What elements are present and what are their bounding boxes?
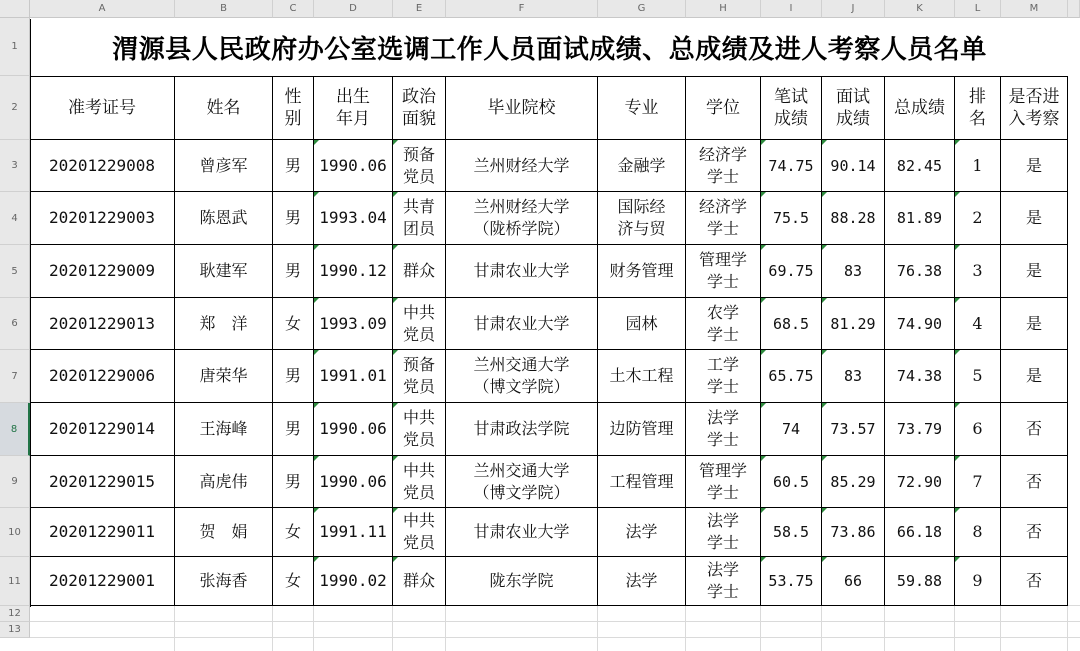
cell-degree[interactable]: 工学 学士 — [686, 350, 761, 403]
cell-exam-no[interactable]: 20201229008 — [30, 140, 175, 192]
cell-school[interactable]: 陇东学院 — [446, 557, 598, 606]
cell-degree[interactable]: 经济学 学士 — [686, 192, 761, 245]
cell-birth[interactable]: 1990.06 — [314, 140, 393, 192]
cell-inspect[interactable]: 否 — [1001, 456, 1068, 508]
cell-name[interactable]: 王海峰 — [175, 403, 273, 456]
row-header-13[interactable]: 13 — [0, 622, 30, 638]
gridline — [272, 606, 273, 651]
gridline — [954, 606, 955, 651]
cell-degree[interactable]: 经济学 学士 — [686, 140, 761, 192]
row-header-3[interactable]: 3 — [0, 140, 30, 192]
gridline — [313, 606, 314, 651]
cell-interview[interactable]: 66 — [822, 557, 885, 606]
cell-major[interactable]: 土木工程 — [598, 350, 686, 403]
cell-interview[interactable]: 73.86 — [822, 508, 885, 557]
cell-major[interactable]: 法学 — [598, 508, 686, 557]
header-major[interactable]: 专业 — [598, 76, 686, 140]
cell-name[interactable]: 郑 洋 — [175, 298, 273, 350]
gridline — [884, 606, 885, 651]
cell-inspect[interactable]: 是 — [1001, 298, 1068, 350]
cell-exam-no[interactable]: 20201229003 — [30, 192, 175, 245]
cell-name[interactable]: 唐荣华 — [175, 350, 273, 403]
cell-school[interactable]: 兰州交通大学 （博文学院） — [446, 350, 598, 403]
cell-exam-no[interactable]: 20201229006 — [30, 350, 175, 403]
cell-gender[interactable]: 女 — [273, 557, 314, 606]
cell-interview[interactable]: 83 — [822, 245, 885, 298]
cell-major[interactable]: 财务管理 — [598, 245, 686, 298]
cell-gender[interactable]: 女 — [273, 298, 314, 350]
cell-political[interactable]: 中共 党员 — [393, 403, 446, 456]
cell-rank[interactable]: 5 — [955, 350, 1001, 403]
cell-total[interactable]: 72.90 — [885, 456, 955, 508]
cell-written[interactable]: 60.5 — [761, 456, 822, 508]
cell-gender[interactable]: 男 — [273, 140, 314, 192]
cell-birth[interactable]: 1993.09 — [314, 298, 393, 350]
cell-inspect[interactable]: 是 — [1001, 140, 1068, 192]
header-school[interactable]: 毕业院校 — [446, 76, 598, 140]
gridline — [1067, 606, 1068, 651]
cell-school[interactable]: 甘肃农业大学 — [446, 508, 598, 557]
cell-written[interactable]: 65.75 — [761, 350, 822, 403]
cell-political[interactable]: 群众 — [393, 557, 446, 606]
cell-gender[interactable]: 男 — [273, 192, 314, 245]
gridline — [30, 621, 1080, 622]
cell-total[interactable]: 73.79 — [885, 403, 955, 456]
column-header-I[interactable]: I — [761, 0, 822, 18]
column-header-F[interactable]: F — [446, 0, 598, 18]
cell-degree[interactable]: 管理学 学士 — [686, 456, 761, 508]
gridline — [685, 606, 686, 651]
column-header-M[interactable]: M — [1001, 0, 1068, 18]
row-header-12[interactable]: 12 — [0, 606, 30, 622]
cell-degree[interactable]: 管理学 学士 — [686, 245, 761, 298]
header-written[interactable]: 笔试 成绩 — [761, 76, 822, 140]
cell-school[interactable]: 兰州财经大学 （陇桥学院） — [446, 192, 598, 245]
cell-written[interactable]: 69.75 — [761, 245, 822, 298]
cell-inspect[interactable]: 是 — [1001, 192, 1068, 245]
cell-school[interactable]: 兰州财经大学 — [446, 140, 598, 192]
cell-degree[interactable]: 法学 学士 — [686, 403, 761, 456]
column-header-B[interactable]: B — [175, 0, 273, 18]
cell-birth[interactable]: 1991.01 — [314, 350, 393, 403]
cell-total[interactable]: 81.89 — [885, 192, 955, 245]
header-interview[interactable]: 面试 成绩 — [822, 76, 885, 140]
cell-exam-no[interactable]: 20201229013 — [30, 298, 175, 350]
cell-total[interactable]: 66.18 — [885, 508, 955, 557]
row-header-9[interactable]: 9 — [0, 456, 30, 508]
cell-rank[interactable]: 4 — [955, 298, 1001, 350]
gridline — [597, 606, 598, 651]
column-header-C[interactable]: C — [273, 0, 314, 18]
cell-total[interactable]: 76.38 — [885, 245, 955, 298]
cell-name[interactable]: 张海香 — [175, 557, 273, 606]
cell-rank[interactable]: 2 — [955, 192, 1001, 245]
cell-school[interactable]: 甘肃农业大学 — [446, 298, 598, 350]
cell-written[interactable]: 74.75 — [761, 140, 822, 192]
cell-birth[interactable]: 1990.06 — [314, 403, 393, 456]
cell-rank[interactable]: 8 — [955, 508, 1001, 557]
cell-major[interactable]: 园林 — [598, 298, 686, 350]
header-exam-no[interactable]: 准考证号 — [30, 76, 175, 140]
column-header-H[interactable]: H — [686, 0, 761, 18]
cell-exam-no[interactable]: 20201229014 — [30, 403, 175, 456]
gridline — [174, 606, 175, 651]
cell-rank[interactable]: 6 — [955, 403, 1001, 456]
cell-interview[interactable]: 81.29 — [822, 298, 885, 350]
cell-degree[interactable]: 农学 学士 — [686, 298, 761, 350]
gridline — [760, 606, 761, 651]
cell-name[interactable]: 高虎伟 — [175, 456, 273, 508]
gridline — [30, 637, 1080, 638]
cell-political[interactable]: 共青 团员 — [393, 192, 446, 245]
header-total[interactable]: 总成绩 — [885, 76, 955, 140]
column-header-K[interactable]: K — [885, 0, 955, 18]
row-header-2[interactable]: 2 — [0, 76, 30, 140]
cell-written[interactable]: 58.5 — [761, 508, 822, 557]
header-inspect[interactable]: 是否进 入考察 — [1001, 76, 1068, 140]
cell-exam-no[interactable]: 20201229009 — [30, 245, 175, 298]
gridline — [445, 606, 446, 651]
cell-interview[interactable]: 83 — [822, 350, 885, 403]
cell-political[interactable]: 预备 党员 — [393, 140, 446, 192]
gridline — [1000, 606, 1001, 651]
cell-gender[interactable]: 女 — [273, 508, 314, 557]
header-gender[interactable]: 性 别 — [273, 76, 314, 140]
cell-total[interactable]: 82.45 — [885, 140, 955, 192]
cell-rank[interactable]: 9 — [955, 557, 1001, 606]
cell-interview[interactable]: 88.28 — [822, 192, 885, 245]
cell-birth[interactable]: 1990.06 — [314, 456, 393, 508]
gridline — [392, 606, 393, 651]
cell-inspect[interactable]: 是 — [1001, 245, 1068, 298]
cell-birth[interactable]: 1993.04 — [314, 192, 393, 245]
column-header-J[interactable]: J — [822, 0, 885, 18]
cell-political[interactable]: 中共 党员 — [393, 508, 446, 557]
cell-major[interactable]: 国际经 济与贸 — [598, 192, 686, 245]
row-header-11[interactable]: 11 — [0, 557, 30, 606]
cell-written[interactable]: 68.5 — [761, 298, 822, 350]
cell-written[interactable]: 74 — [761, 403, 822, 456]
cell-exam-no[interactable]: 20201229015 — [30, 456, 175, 508]
row-header-5[interactable]: 5 — [0, 245, 30, 298]
cell-school[interactable]: 甘肃政法学院 — [446, 403, 598, 456]
header-political[interactable]: 政治 面貌 — [393, 76, 446, 140]
sheet-title[interactable]: 渭源县人民政府办公室选调工作人员面试成绩、总成绩及进人考察人员名单 — [31, 19, 1068, 77]
cell-total[interactable]: 74.90 — [885, 298, 955, 350]
cell-school[interactable]: 兰州交通大学 （博文学院） — [446, 456, 598, 508]
cell-rank[interactable]: 3 — [955, 245, 1001, 298]
row-header-1[interactable]: 1 — [0, 18, 30, 76]
row-header-8[interactable]: 8 — [0, 403, 30, 456]
cell-gender[interactable]: 男 — [273, 350, 314, 403]
cell-political[interactable]: 中共 党员 — [393, 298, 446, 350]
header-name[interactable]: 姓名 — [175, 76, 273, 140]
cell-interview[interactable]: 90.14 — [822, 140, 885, 192]
header-birth[interactable]: 出生 年月 — [314, 76, 393, 140]
cell-total[interactable]: 59.88 — [885, 557, 955, 606]
row-header-7[interactable]: 7 — [0, 350, 30, 403]
cell-inspect[interactable]: 是 — [1001, 350, 1068, 403]
column-header-blank — [1068, 0, 1080, 18]
cell-written[interactable]: 75.5 — [761, 192, 822, 245]
cell-interview[interactable]: 73.57 — [822, 403, 885, 456]
cell-gender[interactable]: 男 — [273, 245, 314, 298]
cell-major[interactable]: 边防管理 — [598, 403, 686, 456]
header-rank[interactable]: 排 名 — [955, 76, 1001, 140]
cell-total[interactable]: 74.38 — [885, 350, 955, 403]
cell-birth[interactable]: 1990.12 — [314, 245, 393, 298]
row-header-10[interactable]: 10 — [0, 508, 30, 557]
cell-major[interactable]: 法学 — [598, 557, 686, 606]
cell-rank[interactable]: 7 — [955, 456, 1001, 508]
cell-gender[interactable]: 男 — [273, 456, 314, 508]
header-degree[interactable]: 学位 — [686, 76, 761, 140]
cell-inspect[interactable]: 否 — [1001, 508, 1068, 557]
cell-exam-no[interactable]: 20201229001 — [30, 557, 175, 606]
cell-exam-no[interactable]: 20201229011 — [30, 508, 175, 557]
gridline — [821, 606, 822, 651]
row-header-6[interactable]: 6 — [0, 298, 30, 350]
cell-degree[interactable]: 法学 学士 — [686, 508, 761, 557]
cell-major[interactable]: 工程管理 — [598, 456, 686, 508]
cell-name[interactable]: 曾彦军 — [175, 140, 273, 192]
column-header-A[interactable]: A — [30, 0, 175, 18]
cell-political[interactable]: 群众 — [393, 245, 446, 298]
cell-school[interactable]: 甘肃农业大学 — [446, 245, 598, 298]
column-header-L[interactable]: L — [955, 0, 1001, 18]
cell-name[interactable]: 贺 娟 — [175, 508, 273, 557]
cell-gender[interactable]: 男 — [273, 403, 314, 456]
cell-written[interactable]: 53.75 — [761, 557, 822, 606]
cell-birth[interactable]: 1991.11 — [314, 508, 393, 557]
column-header-E[interactable]: E — [393, 0, 446, 18]
cell-name[interactable]: 耿建军 — [175, 245, 273, 298]
cell-birth[interactable]: 1990.02 — [314, 557, 393, 606]
column-header-G[interactable]: G — [598, 0, 686, 18]
cell-interview[interactable]: 85.29 — [822, 456, 885, 508]
column-header-D[interactable]: D — [314, 0, 393, 18]
cell-rank[interactable]: 1 — [955, 140, 1001, 192]
cell-inspect[interactable]: 否 — [1001, 403, 1068, 456]
cell-political[interactable]: 中共 党员 — [393, 456, 446, 508]
cell-inspect[interactable]: 否 — [1001, 557, 1068, 606]
cell-major[interactable]: 金融学 — [598, 140, 686, 192]
cell-political[interactable]: 预备 党员 — [393, 350, 446, 403]
row-header-4[interactable]: 4 — [0, 192, 30, 245]
select-all-corner[interactable] — [0, 0, 30, 18]
cell-degree[interactable]: 法学 学士 — [686, 557, 761, 606]
cell-name[interactable]: 陈恩武 — [175, 192, 273, 245]
